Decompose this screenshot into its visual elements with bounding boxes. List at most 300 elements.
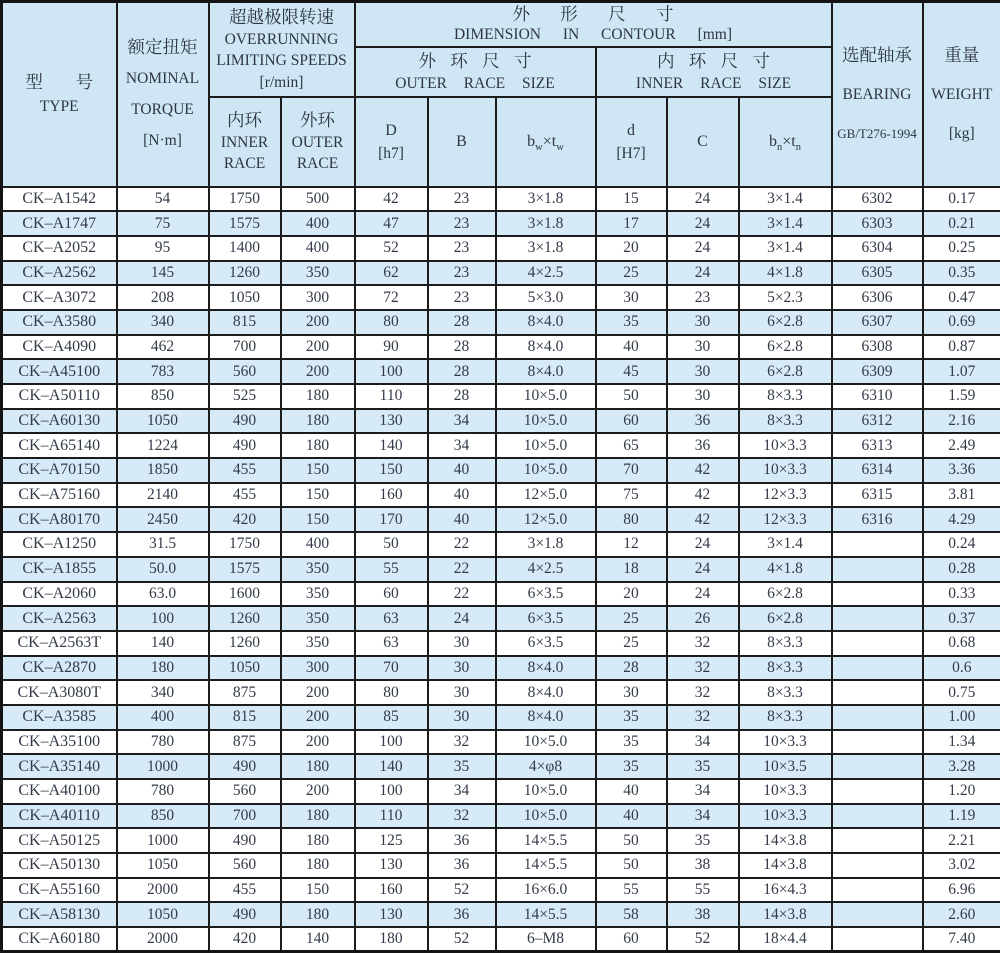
cell-type: CK–A40100	[2, 779, 117, 804]
cell-type: CK–A2870	[2, 656, 117, 681]
cell-C: 36	[667, 433, 739, 458]
cell-weight: 1.20	[923, 779, 1000, 804]
cell-bw-tw: 10×5.0	[496, 730, 596, 755]
cell-d: 58	[596, 902, 667, 927]
cell-C: 34	[667, 804, 739, 829]
cell-d: 50	[596, 384, 667, 409]
cell-D: 63	[355, 606, 428, 631]
cell-d: 28	[596, 656, 667, 681]
table-row	[2, 927, 1000, 952]
cell-B: 36	[428, 853, 496, 878]
cell-bearing	[832, 754, 923, 779]
cell-B: 23	[428, 285, 496, 310]
cell-outer-speed: 200	[281, 310, 355, 335]
cell-weight: 7.40	[923, 927, 1000, 952]
cell-B: 34	[428, 433, 496, 458]
cell-B: 23	[428, 187, 496, 212]
cell-d: 65	[596, 433, 667, 458]
cell-bearing: 6305	[832, 261, 923, 286]
cell-outer-speed: 180	[281, 804, 355, 829]
cell-outer-speed: 180	[281, 828, 355, 853]
bn-base: b	[769, 133, 777, 150]
cell-C: 24	[667, 187, 739, 212]
cell-C: 32	[667, 631, 739, 656]
cell-C: 32	[667, 656, 739, 681]
header-weight-zh: 重量	[924, 36, 1000, 75]
cell-weight: 2.49	[923, 433, 1000, 458]
cell-outer-speed: 200	[281, 680, 355, 705]
cell-D: 55	[355, 557, 428, 582]
cell-outer-speed: 180	[281, 433, 355, 458]
header-outer-race-size	[355, 47, 596, 97]
header-dimension-zh: 外 形 尺 寸	[356, 3, 831, 25]
header-torque-en2: TORQUE	[118, 94, 208, 125]
cell-weight: 1.34	[923, 730, 1000, 755]
cell-bearing	[832, 730, 923, 755]
table-row	[2, 680, 1000, 705]
cell-type: CK–A1747	[2, 211, 117, 236]
cell-C: 23	[667, 285, 739, 310]
cell-weight: 3.36	[923, 458, 1000, 483]
cell-bw-tw: 10×5.0	[496, 804, 596, 829]
bw-base: b	[527, 133, 535, 150]
cell-B: 40	[428, 483, 496, 508]
cell-weight: 4.29	[923, 507, 1000, 532]
cell-inner-speed: 1750	[209, 187, 281, 212]
header-overrunning	[209, 2, 355, 97]
cell-type: CK–A50130	[2, 853, 117, 878]
cell-d: 12	[596, 532, 667, 557]
cell-D: 80	[355, 310, 428, 335]
table-row	[2, 804, 1000, 829]
cell-D: 63	[355, 631, 428, 656]
table-row	[2, 187, 1000, 212]
cell-type: CK–A3580	[2, 310, 117, 335]
tw-base: ×t	[543, 133, 556, 150]
cell-type: CK–A2563	[2, 606, 117, 631]
cell-inner-speed: 490	[209, 828, 281, 853]
cell-inner-speed: 455	[209, 878, 281, 903]
cell-bw-tw: 6×3.5	[496, 582, 596, 607]
cell-B: 52	[428, 878, 496, 903]
cell-inner-speed: 1050	[209, 656, 281, 681]
cell-outer-speed: 150	[281, 483, 355, 508]
cell-d: 20	[596, 236, 667, 261]
header-col-D-symbol: D	[356, 119, 427, 142]
table-row	[2, 557, 1000, 582]
cell-B: 28	[428, 384, 496, 409]
cell-bw-tw: 14×5.5	[496, 902, 596, 927]
cell-inner-speed: 1600	[209, 582, 281, 607]
cell-bearing	[832, 606, 923, 631]
header-weight-en: WEIGHT	[924, 75, 1000, 114]
cell-bearing: 6314	[832, 458, 923, 483]
cell-d: 50	[596, 853, 667, 878]
header-torque-en1: NOMINAL	[118, 63, 208, 94]
cell-bearing: 6306	[832, 285, 923, 310]
cell-d: 20	[596, 582, 667, 607]
header-inner-race	[209, 97, 281, 187]
cell-torque: 2450	[117, 507, 209, 532]
cell-d: 60	[596, 927, 667, 952]
cell-B: 28	[428, 310, 496, 335]
cell-outer-speed: 350	[281, 606, 355, 631]
cell-type: CK–A2563T	[2, 631, 117, 656]
cell-outer-speed: 350	[281, 557, 355, 582]
cell-D: 47	[355, 211, 428, 236]
cell-outer-speed: 150	[281, 507, 355, 532]
cell-bw-tw: 8×4.0	[496, 680, 596, 705]
cell-weight: 1.59	[923, 384, 1000, 409]
cell-C: 30	[667, 310, 739, 335]
cell-B: 22	[428, 557, 496, 582]
cell-bw-tw: 10×5.0	[496, 433, 596, 458]
cell-bearing: 6313	[832, 433, 923, 458]
tw-subscript: w	[556, 142, 564, 153]
cell-D: 42	[355, 187, 428, 212]
cell-torque: 145	[117, 261, 209, 286]
cell-weight: 0.25	[923, 236, 1000, 261]
cell-bw-tw: 10×5.0	[496, 409, 596, 434]
cell-inner-speed: 700	[209, 335, 281, 360]
cell-inner-speed: 875	[209, 680, 281, 705]
header-bearing	[832, 2, 923, 187]
cell-B: 23	[428, 261, 496, 286]
cell-B: 32	[428, 730, 496, 755]
cell-outer-speed: 180	[281, 409, 355, 434]
cell-bearing: 6307	[832, 310, 923, 335]
header-col-C	[667, 97, 739, 187]
cell-outer-speed: 180	[281, 384, 355, 409]
cell-bn-tn: 6×2.8	[739, 582, 832, 607]
cell-inner-speed: 455	[209, 458, 281, 483]
cell-torque: 1050	[117, 902, 209, 927]
cell-bearing	[832, 582, 923, 607]
cell-type: CK–A58130	[2, 902, 117, 927]
cell-inner-speed: 420	[209, 927, 281, 952]
cell-B: 36	[428, 902, 496, 927]
cell-weight: 3.02	[923, 853, 1000, 878]
cell-inner-speed: 1575	[209, 557, 281, 582]
cell-bearing: 6304	[832, 236, 923, 261]
cell-weight: 2.21	[923, 828, 1000, 853]
table-row	[2, 754, 1000, 779]
cell-B: 32	[428, 804, 496, 829]
cell-torque: 780	[117, 730, 209, 755]
cell-bw-tw: 6×3.5	[496, 631, 596, 656]
cell-type: CK–A60130	[2, 409, 117, 434]
cell-bearing	[832, 927, 923, 952]
table-row	[2, 606, 1000, 631]
cell-bn-tn: 8×3.3	[739, 631, 832, 656]
cell-C: 24	[667, 261, 739, 286]
cell-B: 23	[428, 236, 496, 261]
cell-D: 100	[355, 779, 428, 804]
header-col-bw-tw	[496, 97, 596, 187]
cell-d: 45	[596, 359, 667, 384]
table-row	[2, 433, 1000, 458]
cell-D: 130	[355, 853, 428, 878]
cell-bn-tn: 6×2.8	[739, 335, 832, 360]
cell-torque: 95	[117, 236, 209, 261]
cell-bn-tn: 10×3.3	[739, 804, 832, 829]
cell-bw-tw: 6×3.5	[496, 606, 596, 631]
cell-B: 30	[428, 656, 496, 681]
cell-C: 26	[667, 606, 739, 631]
cell-B: 35	[428, 754, 496, 779]
cell-outer-speed: 350	[281, 261, 355, 286]
cell-bw-tw: 10×5.0	[496, 779, 596, 804]
cell-C: 30	[667, 335, 739, 360]
header-bearing-standard: GB/T276-1994	[833, 114, 922, 153]
table-header	[2, 2, 1000, 187]
cell-D: 85	[355, 705, 428, 730]
bn-subscript: n	[777, 142, 782, 153]
cell-weight: 0.75	[923, 680, 1000, 705]
cell-bn-tn: 5×2.3	[739, 285, 832, 310]
header-inner-race-en2: RACE	[210, 153, 280, 175]
cell-D: 160	[355, 878, 428, 903]
header-dimension	[355, 2, 832, 47]
cell-outer-speed: 350	[281, 582, 355, 607]
cell-outer-speed: 200	[281, 705, 355, 730]
cell-bearing	[832, 656, 923, 681]
cell-outer-speed: 180	[281, 902, 355, 927]
cell-d: 35	[596, 730, 667, 755]
header-col-d	[596, 97, 667, 187]
cell-outer-speed: 200	[281, 730, 355, 755]
table-row	[2, 631, 1000, 656]
cell-inner-speed: 560	[209, 853, 281, 878]
cell-weight: 2.60	[923, 902, 1000, 927]
cell-type: CK–A3585	[2, 705, 117, 730]
cell-D: 62	[355, 261, 428, 286]
cell-C: 24	[667, 236, 739, 261]
cell-inner-speed: 420	[209, 507, 281, 532]
cell-torque: 780	[117, 779, 209, 804]
table-row	[2, 878, 1000, 903]
header-torque	[117, 2, 209, 187]
cell-D: 50	[355, 532, 428, 557]
table-row	[2, 656, 1000, 681]
cell-B: 24	[428, 606, 496, 631]
header-type-zh: 型 号	[3, 70, 116, 95]
cell-D: 140	[355, 433, 428, 458]
cell-bw-tw: 5×3.0	[496, 285, 596, 310]
cell-bw-tw: 8×4.0	[496, 359, 596, 384]
cell-d: 60	[596, 409, 667, 434]
cell-C: 34	[667, 730, 739, 755]
table-row	[2, 310, 1000, 335]
cell-inner-speed: 560	[209, 779, 281, 804]
cell-torque: 1850	[117, 458, 209, 483]
header-bearing-zh: 选配轴承	[833, 36, 922, 75]
cell-B: 34	[428, 779, 496, 804]
cell-bearing	[832, 631, 923, 656]
cell-torque: 54	[117, 187, 209, 212]
cell-bn-tn: 6×2.8	[739, 606, 832, 631]
cell-inner-speed: 1260	[209, 261, 281, 286]
cell-inner-speed: 1750	[209, 532, 281, 557]
tn-base: ×t	[782, 133, 795, 150]
cell-d: 30	[596, 680, 667, 705]
cell-bw-tw: 6–M8	[496, 927, 596, 952]
cell-bearing: 6315	[832, 483, 923, 508]
cell-type: CK–A65140	[2, 433, 117, 458]
cell-weight: 1.07	[923, 359, 1000, 384]
cell-torque: 462	[117, 335, 209, 360]
cell-weight: 1.00	[923, 705, 1000, 730]
header-outer-race-en1: OUTER	[282, 132, 354, 154]
cell-bearing: 6302	[832, 187, 923, 212]
cell-C: 55	[667, 878, 739, 903]
cell-B: 23	[428, 211, 496, 236]
cell-torque: 340	[117, 310, 209, 335]
cell-C: 38	[667, 853, 739, 878]
cell-bn-tn: 14×3.8	[739, 828, 832, 853]
cell-weight: 0.6	[923, 656, 1000, 681]
cell-type: CK–A1250	[2, 532, 117, 557]
cell-bearing: 6309	[832, 359, 923, 384]
cell-torque: 2140	[117, 483, 209, 508]
cell-D: 70	[355, 656, 428, 681]
cell-weight: 0.87	[923, 335, 1000, 360]
cell-bw-tw: 10×5.0	[496, 384, 596, 409]
cell-D: 100	[355, 359, 428, 384]
cell-torque: 50.0	[117, 557, 209, 582]
cell-bn-tn: 8×3.3	[739, 680, 832, 705]
cell-weight: 0.17	[923, 187, 1000, 212]
cell-C: 42	[667, 483, 739, 508]
cell-C: 24	[667, 582, 739, 607]
cell-d: 40	[596, 804, 667, 829]
cell-torque: 1000	[117, 754, 209, 779]
cell-type: CK–A50125	[2, 828, 117, 853]
cell-torque: 783	[117, 359, 209, 384]
header-col-bn-tn	[739, 97, 832, 187]
cell-inner-speed: 455	[209, 483, 281, 508]
cell-bearing	[832, 779, 923, 804]
cell-torque: 180	[117, 656, 209, 681]
bw-subscript: w	[535, 142, 543, 153]
cell-outer-speed: 400	[281, 236, 355, 261]
cell-bearing: 6303	[832, 211, 923, 236]
cell-type: CK–A4090	[2, 335, 117, 360]
cell-inner-speed: 490	[209, 433, 281, 458]
table-row	[2, 483, 1000, 508]
cell-weight: 3.81	[923, 483, 1000, 508]
cell-B: 30	[428, 680, 496, 705]
cell-bw-tw: 14×5.5	[496, 828, 596, 853]
cell-torque: 1050	[117, 409, 209, 434]
cell-D: 110	[355, 804, 428, 829]
cell-outer-speed: 300	[281, 656, 355, 681]
cell-bw-tw: 8×4.0	[496, 310, 596, 335]
cell-B: 52	[428, 927, 496, 952]
cell-B: 30	[428, 705, 496, 730]
cell-inner-speed: 815	[209, 310, 281, 335]
header-inner-race-size-zh: 内 环 尺 寸	[597, 49, 831, 73]
cell-bn-tn: 10×3.5	[739, 754, 832, 779]
cell-weight: 3.28	[923, 754, 1000, 779]
cell-torque: 850	[117, 804, 209, 829]
cell-weight: 0.21	[923, 211, 1000, 236]
cell-bn-tn: 6×2.8	[739, 359, 832, 384]
cell-type: CK–A2060	[2, 582, 117, 607]
header-col-d-symbol: d	[597, 119, 666, 142]
cell-bearing: 6312	[832, 409, 923, 434]
cell-bn-tn: 3×1.4	[739, 187, 832, 212]
cell-B: 28	[428, 335, 496, 360]
table-row	[2, 730, 1000, 755]
table-row	[2, 853, 1000, 878]
cell-bn-tn: 10×3.3	[739, 730, 832, 755]
cell-bn-tn: 10×3.3	[739, 779, 832, 804]
cell-type: CK–A2052	[2, 236, 117, 261]
table-row	[2, 902, 1000, 927]
cell-inner-speed: 1400	[209, 236, 281, 261]
cell-bn-tn: 10×3.3	[739, 458, 832, 483]
cell-weight: 0.69	[923, 310, 1000, 335]
cell-outer-speed: 500	[281, 187, 355, 212]
header-outer-race-size-zh: 外 环 尺 寸	[356, 49, 595, 73]
cell-d: 55	[596, 878, 667, 903]
cell-C: 38	[667, 902, 739, 927]
cell-D: 110	[355, 384, 428, 409]
cell-bn-tn: 4×1.8	[739, 261, 832, 286]
cell-inner-speed: 1260	[209, 631, 281, 656]
cell-d: 18	[596, 557, 667, 582]
cell-inner-speed: 1575	[209, 211, 281, 236]
cell-inner-speed: 1050	[209, 285, 281, 310]
header-bearing-en: BEARING	[833, 75, 922, 114]
cell-B: 30	[428, 631, 496, 656]
cell-type: CK–A80170	[2, 507, 117, 532]
cell-torque: 2000	[117, 878, 209, 903]
cell-inner-speed: 490	[209, 754, 281, 779]
cell-bn-tn: 12×3.3	[739, 483, 832, 508]
cell-D: 72	[355, 285, 428, 310]
table-row	[2, 211, 1000, 236]
cell-C: 42	[667, 507, 739, 532]
cell-bw-tw: 4×2.5	[496, 261, 596, 286]
cell-bw-tw: 14×5.5	[496, 853, 596, 878]
cell-type: CK–A1542	[2, 187, 117, 212]
header-torque-unit: [N·m]	[118, 125, 208, 156]
cell-torque: 1000	[117, 828, 209, 853]
cell-d: 25	[596, 261, 667, 286]
cell-bn-tn: 14×3.8	[739, 902, 832, 927]
cell-weight: 2.16	[923, 409, 1000, 434]
cell-type: CK–A75160	[2, 483, 117, 508]
cell-bearing	[832, 878, 923, 903]
cell-type: CK–A60180	[2, 927, 117, 952]
cell-d: 40	[596, 335, 667, 360]
table-row	[2, 335, 1000, 360]
cell-inner-speed: 700	[209, 804, 281, 829]
cell-torque: 340	[117, 680, 209, 705]
cell-C: 32	[667, 680, 739, 705]
header-type-en: TYPE	[3, 95, 116, 118]
cell-d: 30	[596, 285, 667, 310]
cell-B: 28	[428, 359, 496, 384]
cell-bearing	[832, 680, 923, 705]
table-body	[2, 187, 1000, 952]
cell-bw-tw: 8×4.0	[496, 656, 596, 681]
cell-bw-tw: 10×5.0	[496, 458, 596, 483]
cell-D: 125	[355, 828, 428, 853]
cell-outer-speed: 400	[281, 532, 355, 557]
